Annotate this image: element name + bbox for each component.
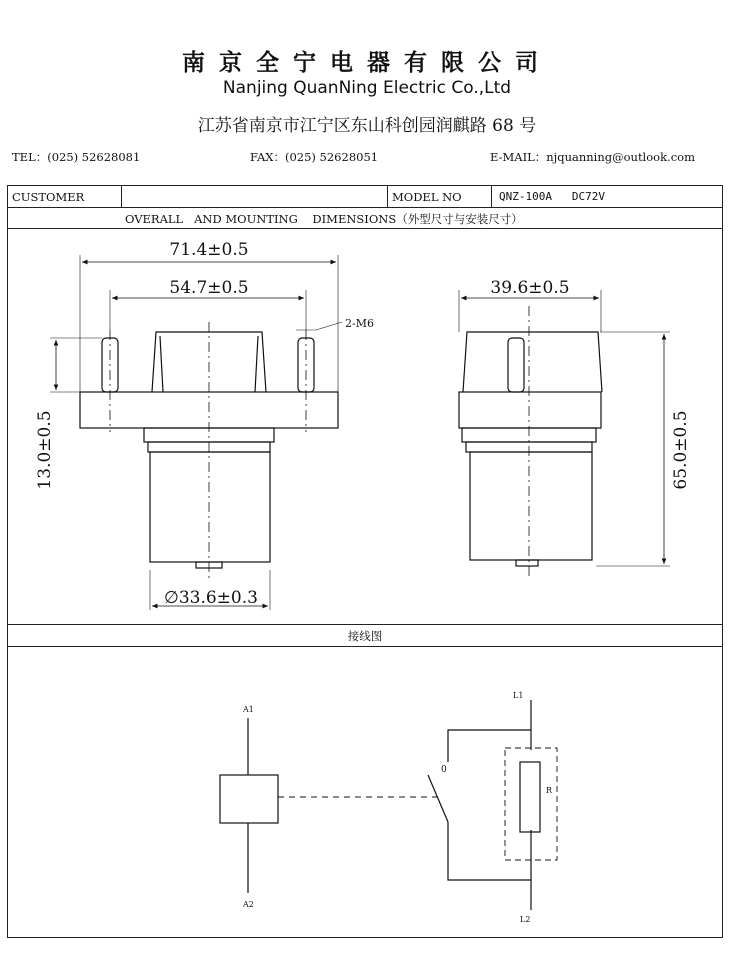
resistor-symbol bbox=[520, 762, 540, 832]
label-a2: A2 bbox=[243, 900, 254, 909]
contact-symbol bbox=[428, 775, 448, 822]
label-contact: 0 bbox=[441, 765, 447, 775]
label-l2: L2 bbox=[520, 915, 531, 924]
contact-fax: FAX：(025) 52628051 bbox=[250, 150, 379, 164]
dim-side-width: 39.6±0.5 bbox=[490, 278, 570, 298]
label-resistor: R bbox=[546, 786, 553, 795]
company-name-en: Nanjing QuanNing Electric Co.,Ltd bbox=[222, 78, 512, 98]
customer-label: CUSTOMER bbox=[12, 190, 85, 204]
contact-email: E-MAIL：njquanning@outlook.com bbox=[490, 150, 695, 164]
company-name-cn: 南京全宁电器有限公司 bbox=[182, 50, 552, 76]
label-l1: L1 bbox=[513, 691, 524, 700]
model-value: QNZ-100A DC72V bbox=[499, 190, 605, 203]
dim-body-diameter: ∅33.6±0.3 bbox=[164, 588, 258, 608]
wiring-title: 接线图 bbox=[347, 629, 383, 643]
coil-symbol bbox=[220, 775, 278, 823]
dim-thread: 2-M6 bbox=[345, 317, 374, 330]
dim-side-height: 65.0±0.5 bbox=[671, 410, 691, 490]
label-a1: A1 bbox=[243, 705, 254, 714]
dim-stud-height: 13.0±0.5 bbox=[35, 410, 55, 490]
company-address: 江苏省南京市江宁区东山科创园润麒路 68 号 bbox=[197, 116, 537, 136]
dim-overall-width: 71.4±0.5 bbox=[169, 240, 249, 260]
model-label: MODEL NO bbox=[392, 190, 462, 204]
dim-mount-spacing: 54.7±0.5 bbox=[169, 278, 249, 298]
contact-tel: TEL：(025) 52628081 bbox=[12, 150, 141, 164]
dimensions-title: OVERALL AND MOUNTING DIMENSIONS（外型尺寸与安装尺寸） bbox=[125, 212, 523, 226]
